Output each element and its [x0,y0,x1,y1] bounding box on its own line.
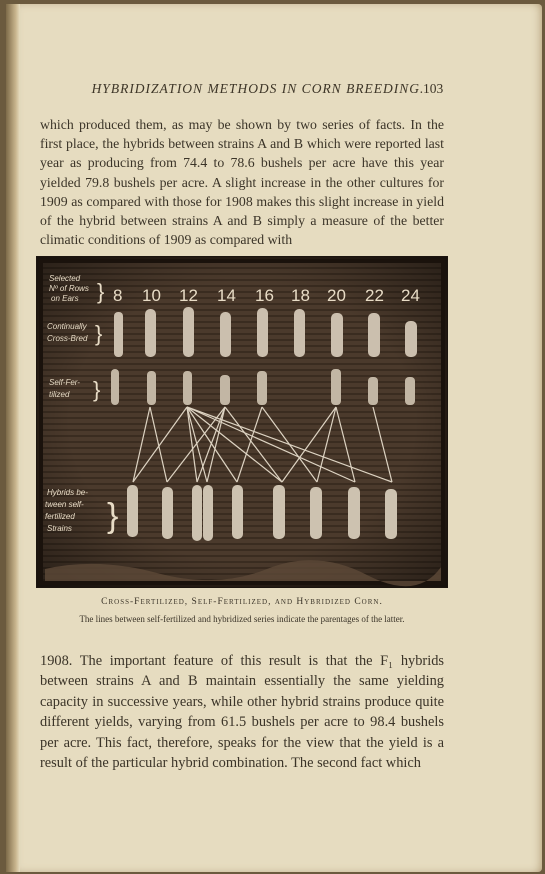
svg-text:}: } [97,279,105,304]
row-number-12: 12 [179,286,198,305]
svg-text:Hybrids be-: Hybrids be- [47,488,88,497]
paragraph-top: which produced them, as may be shown by two series of facts. In the first place, the hybrids between strains A and B which were reported last year as producing from 74.4 to 78.6 bushels per acre have this year yielded 79.8 bushels per acre. A slight increase in the other cultures for 1909 as compared with those for 1908 makes this slight increase in yield of the hybrid between strains A and B simply a measure of the better climatic conditions of 1909 as compared with [40,117,444,248]
row-number-14: 14 [217,286,236,305]
svg-text:tween self-: tween self- [45,500,84,509]
svg-text:Selected: Selected [49,274,81,283]
svg-text:}: } [93,377,101,402]
label-cross-bred [47,321,102,346]
svg-text:Strains: Strains [47,524,72,533]
svg-text:Nº of Rows: Nº of Rows [49,284,89,293]
row-number-10: 10 [142,286,161,305]
book-spine [6,4,20,872]
svg-text:Cross-Bred: Cross-Bred [47,334,88,343]
svg-text:Self-Fer-: Self-Fer- [49,378,80,387]
paragraph-bottom: 1908. The important feature of this result is that the F₁ hybrids between strains A and B maintain essentially the same yielding capacity in successive years, while other hybrid strains produce quite different yields, varying from 61.5 bushels per acre to 98.4 bushels per acre. This fact, therefore, speaks for the view that the yield is a result of the particular hybrid combination. The second fact which [40,653,444,772]
row-number-8: 8 [113,286,123,305]
row-number-18: 18 [291,286,310,305]
figure-caption-description: The lines between self-fertilized and hybridized series indicate the parentages of the latter. [79,614,405,624]
corn-board-figure [37,257,447,587]
svg-text:on Ears: on Ears [51,294,79,303]
svg-text:}: } [107,497,119,535]
running-title: HYBRIDIZATION METHODS IN CORN BREEDING. [91,81,425,96]
page-number: 103 [423,81,444,96]
svg-text:tilized: tilized [49,390,70,399]
label-selected-rows [49,274,104,304]
corn-photograph [36,256,448,588]
svg-text:Continually: Continually [47,322,87,331]
row-number-20: 20 [327,286,346,305]
row-number-22: 22 [365,286,384,305]
svg-text:}: } [95,321,103,346]
row-number-16: 16 [255,286,274,305]
row-number-labels [113,286,420,305]
svg-text:fertilized: fertilized [45,512,75,521]
row-number-24: 24 [401,286,420,305]
figure-caption-title: Cross-Fertilized, Self-Fertilized, and Hybridized Corn. [101,597,383,607]
